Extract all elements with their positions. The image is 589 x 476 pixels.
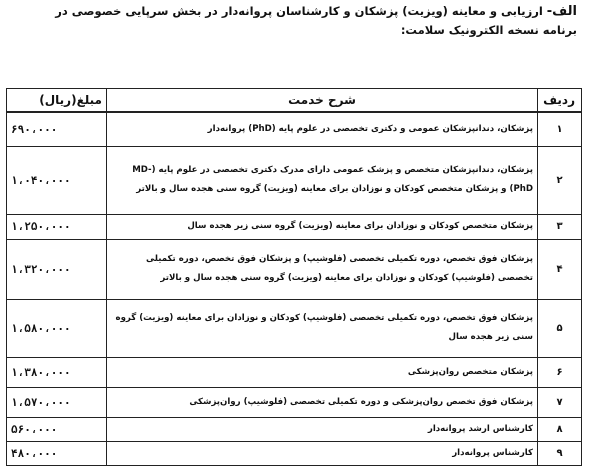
table-row (7, 441, 582, 465)
heading-lead: الف- (546, 4, 577, 19)
row-number: ۹ (538, 441, 582, 465)
service-description: پزشکان، دندانپزشکان متخصص و پزشک عمومی دارای مدرک دکتری تخصصی در علوم پایه (MD-PhD) و پزشکان متخصص کودکان و نوزادان برای معاینه (ویزیت) گروه سنی هجده سال و بالاتر (107, 146, 538, 214)
row-number: ۷ (538, 387, 582, 417)
service-description: پزشکان فوق تخصص، دوره تکمیلی تخصصی (فلوشیپ) کودکان و نوزادان برای معاینه (ویزیت) گروه سنی زیر هجده سال (107, 299, 538, 357)
table-row (7, 214, 582, 239)
tariff-table (6, 88, 582, 466)
service-description: پزشکان فوق تخصص، دوره تکمیلی تخصصی (فلوشیپ) و پزشکان فوق تخصص، دوره تکمیلی تخصصی (فلوشیپ) کودکان و نوزادان برای معاینه (ویزیت) گروه سنی هجده سال و بالاتر (107, 239, 538, 299)
service-description: پزشکان، دندانپزشکان عمومی و دکتری تخصصی در علوم پایه (PhD) پروانه‌دار (107, 112, 538, 146)
row-number: ۴ (538, 239, 582, 299)
row-number: ۳ (538, 214, 582, 239)
service-description: پزشکان فوق تخصص روان‌پزشکی و دوره تکمیلی تخصصی (فلوشیپ) روان‌پزشکی (107, 387, 538, 417)
service-description: پزشکان متخصص روان‌پزشکی (107, 357, 538, 387)
table-row (7, 146, 582, 214)
row-number: ۱ (538, 112, 582, 146)
column-header-service: شرح خدمت (107, 89, 538, 113)
amount-value: ۱،۵۸۰،۰۰۰ (7, 299, 107, 357)
service-description: کارشناس پروانه‌دار (107, 441, 538, 465)
amount-value: ۱،۳۸۰،۰۰۰ (7, 357, 107, 387)
row-number: ۶ (538, 357, 582, 387)
section-heading (7, 2, 577, 39)
service-description: کارشناس ارشد پروانه‌دار (107, 417, 538, 441)
table-row (7, 112, 582, 146)
table-row (7, 239, 582, 299)
column-header-amount: مبلغ(ریال) (7, 89, 107, 113)
row-number: ۵ (538, 299, 582, 357)
row-number: ۲ (538, 146, 582, 214)
table-row (7, 417, 582, 441)
table-row (7, 299, 582, 357)
amount-value: ۴۸۰،۰۰۰ (7, 441, 107, 465)
table-row (7, 357, 582, 387)
heading-text-1: ارزیابی و معاینه (ویزیت) پزشکان و کارشناسان پروانه‌دار در بخش سرپایی خصوصی در (55, 4, 543, 18)
amount-value: ۱،۰۴۰،۰۰۰ (7, 146, 107, 214)
service-description: پزشکان متخصص کودکان و نوزادان برای معاینه (ویزیت) گروه سنی زیر هجده سال (107, 214, 538, 239)
table-header-row (7, 89, 582, 113)
heading-line-1 (7, 2, 577, 21)
amount-value: ۵۶۰،۰۰۰ (7, 417, 107, 441)
amount-value: ۶۹۰،۰۰۰ (7, 112, 107, 146)
table-row (7, 387, 582, 417)
row-number: ۸ (538, 417, 582, 441)
amount-value: ۱،۲۵۰،۰۰۰ (7, 214, 107, 239)
heading-text-2: برنامه نسخه الکترونیک سلامت: (400, 23, 577, 37)
amount-value: ۱،۳۲۰،۰۰۰ (7, 239, 107, 299)
amount-value: ۱،۵۷۰،۰۰۰ (7, 387, 107, 417)
column-header-row: ردیف (538, 89, 582, 113)
